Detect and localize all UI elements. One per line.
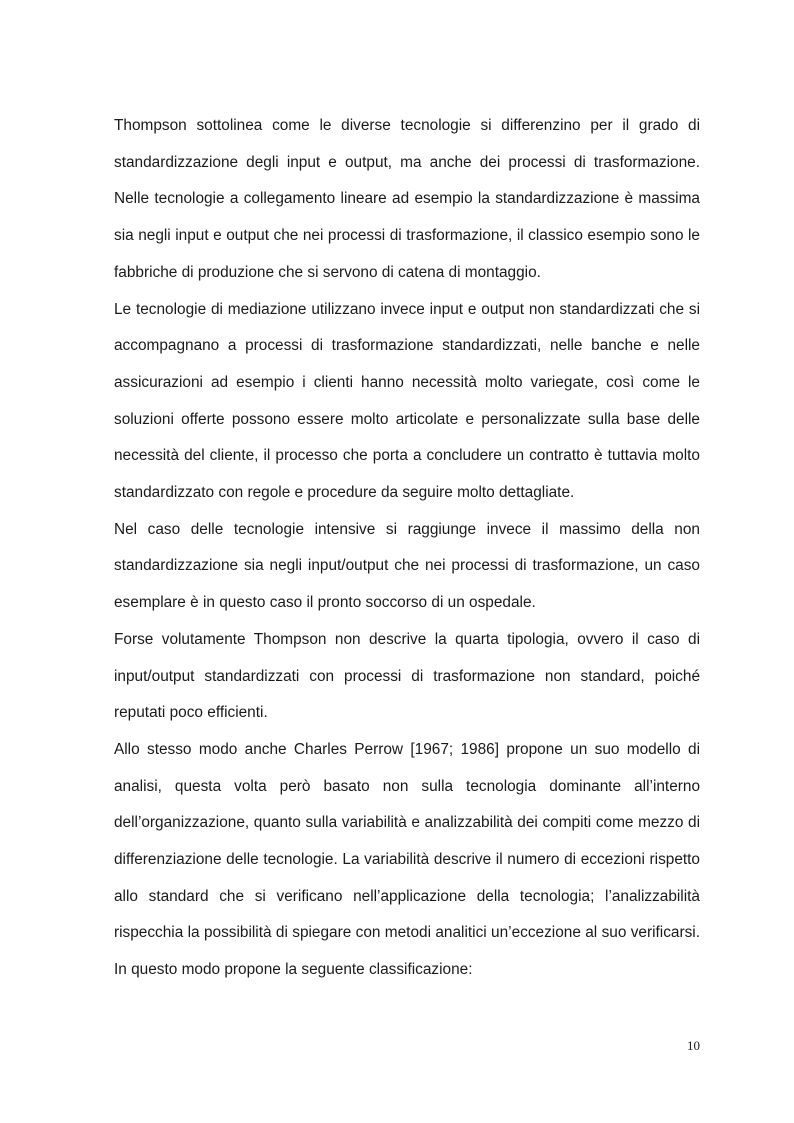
paragraph-intensive-technologies: Nel caso delle tecnologie intensive si raggiunge invece il massimo della non standardizzazione sia negli input/output che nei processi di trasformazione, un caso esemplare è in questo caso il pronto soccorso di un ospedale. [114,520,700,612]
paragraph-perrow-model: Allo stesso modo anche Charles Perrow [1967; 1986] propone un suo modello di analisi, questa volta però basato non sulla tecnologia dominante all’interno dell’organizzazione, quanto sulla variabilità e analizzabilità dei compiti come mezzo di differenziazione delle tecnologie. La variabilità descrive il numero di eccezioni rispetto allo standard che si verificano nell’applicazione della tecnologia; l’analizzabilità rispecchia la possibilità di spiegare con metodi analitici un’eccezione al suo verificarsi. In questo modo propone la seguente classificazione: [114,740,700,979]
page-number: 10 [687,1038,700,1053]
body-text [114,108,700,989]
paragraph-mediation-technologies: Le tecnologie di mediazione utilizzano invece input e output non standardizzati che si accompagnano a processi di trasformazione standardizzati, nelle banche e nelle assicurazioni ad esempio i clienti hanno necessità molto variegate, così come le soluzioni offerte possono essere molto articolate e personalizzate sulla base delle necessità del cliente, il processo che porta a concludere un contratto è tuttavia molto standardizzato con regole e procedure da seguire molto dettagliate. [114,300,700,502]
paragraph-thompson-standardization: Thompson sottolinea come le diverse tecnologie si differenzino per il grado di standardizzazione degli input e output, ma anche dei processi di trasformazione. Nelle tecnologie a collegamento lineare ad esempio la standardizzazione è massima sia negli input e output che nei processi di trasformazione, il classico esempio sono le fabbriche di produzione che si servono di catena di montaggio. [114,117,700,281]
paragraph-fourth-typology: Forse volutamente Thompson non descrive la quarta tipologia, ovvero il caso di input/output standardizzati con processi di trasformazione non standard, poiché reputati poco efficienti. [114,630,700,722]
